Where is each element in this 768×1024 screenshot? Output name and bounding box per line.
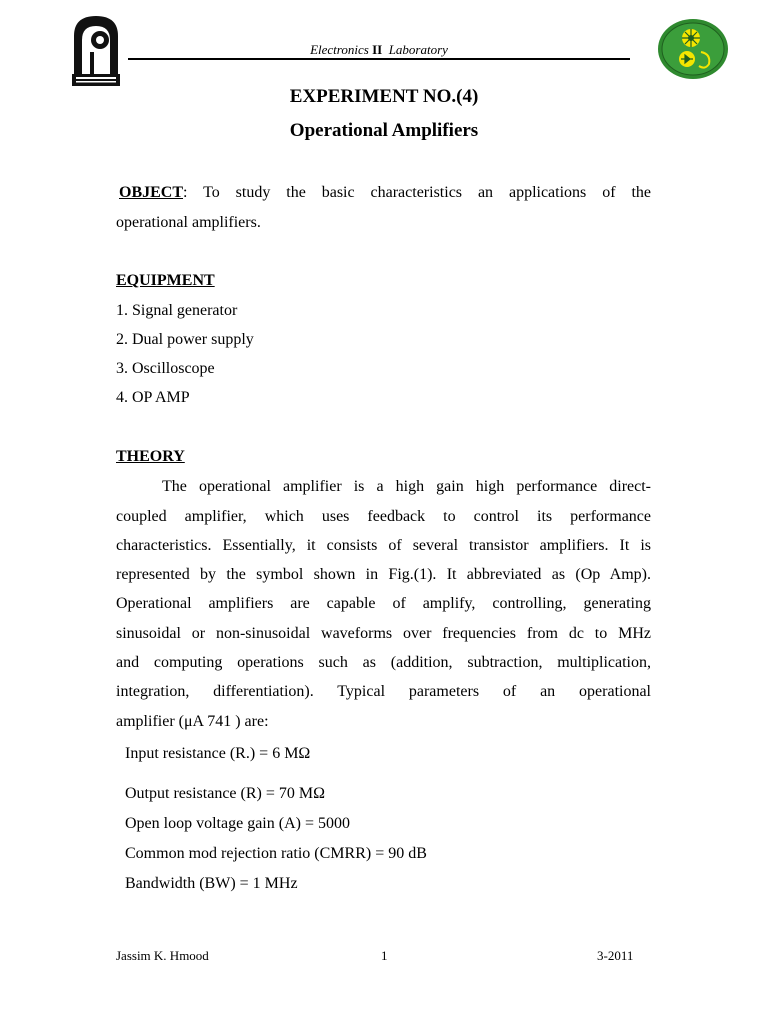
experiment-title: EXPERIMENT NO.(4): [289, 86, 479, 107]
footer-date: 3-2011: [597, 948, 634, 963]
equipment-heading: EQUIPMENT: [116, 272, 215, 289]
parameter-line: Input resistance (R.) = 6 MΩ: [125, 745, 311, 762]
header-title-pre: Electronics: [310, 42, 369, 57]
theory-line: characteristics. Essentially, it consists of several transistor amplifiers. It is: [116, 537, 651, 554]
header-title-post: Laboratory: [388, 42, 448, 57]
equipment-item: 4. OP AMP: [116, 389, 190, 406]
theory-line: amplifier (μA 741 ) are:: [116, 713, 269, 730]
footer-author: Jassim K. Hmood: [116, 948, 209, 963]
equipment-item: 1. Signal generator: [116, 302, 238, 319]
object-heading: OBJECT: [119, 184, 184, 201]
parameter-line: Output resistance (R) = 70 MΩ: [125, 785, 325, 802]
theory-line: and computing operations such as (addition, subtraction, multiplication,: [116, 654, 651, 671]
header-rule: [128, 58, 630, 60]
theory-line: The operational amplifier is a high gain high performance direct-: [162, 478, 651, 495]
department-logo: [657, 18, 729, 80]
theory-line: Operational amplifiers are capable of amplify, controlling, generating: [116, 595, 651, 612]
theory-heading: THEORY: [116, 448, 185, 465]
header-title-roman: II: [372, 42, 383, 57]
object-line-2: operational amplifiers.: [116, 214, 261, 231]
parameter-line: Common mod rejection ratio (CMRR) = 90 dB: [125, 845, 427, 862]
theory-line: represented by the symbol shown in Fig.(1). It abbreviated as (Op Amp).: [116, 566, 651, 583]
theory-line: integration, differentiation). Typical parameters of an operational: [116, 683, 651, 700]
equipment-item: 3. Oscilloscope: [116, 360, 215, 377]
equipment-item: 2. Dual power supply: [116, 331, 254, 348]
page-number: 1: [381, 948, 388, 963]
parameter-line: Bandwidth (BW) = 1 MHz: [125, 875, 298, 892]
object-text-1: : To study the basic characteristics an applications of the: [183, 184, 651, 201]
experiment-subtitle: Operational Amplifiers: [289, 120, 479, 141]
object-line-1: [116, 184, 651, 202]
university-logo: [70, 12, 122, 88]
running-header: [128, 42, 630, 58]
theory-line: coupled amplifier, which uses feedback to control its performance: [116, 508, 651, 525]
theory-line: sinusoidal or non-sinusoidal waveforms over frequencies from dc to MHz: [116, 625, 651, 642]
parameter-line: Open loop voltage gain (A) = 5000: [125, 815, 350, 832]
